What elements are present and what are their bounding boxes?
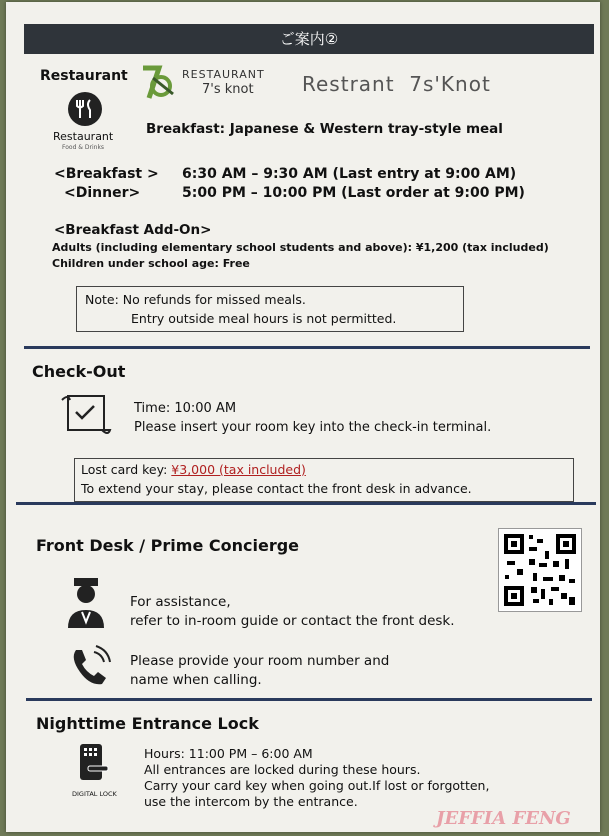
assist-line1: For assistance, [130,594,231,610]
note-line1: Note: No refunds for missed meals. [85,292,306,307]
assist-line2: refer to in-room guide or contact the front desk. [130,613,455,629]
night-line4: use the intercom by the entrance. [144,794,358,809]
call-line2: name when calling. [130,672,262,688]
document-check-icon [58,392,112,438]
divider-nighttime [26,698,592,701]
dinner-label: <Dinner> [64,185,141,201]
digital-lock-label: DIGITAL LOCK [72,790,117,798]
logo-line1: RESTAURANT [182,68,265,81]
night-line3: Carry your card key when going out.If lost or forgotten, [144,778,490,793]
header-bar [24,24,594,54]
breakfast-description: Breakfast: Japanese & Western tray-style meal [146,121,503,137]
note-line2: Entry outside meal hours is not permitted. [131,311,397,326]
restaurant-icon-label: Restaurant [53,130,114,143]
restaurant-icon-sublabel: Food & Drinks [62,144,105,151]
nighttime-title: Nighttime Entrance Lock [36,714,259,733]
checkout-title: Check-Out [32,362,126,381]
addon-children: Children under school age: Free [52,257,250,270]
watermark: JEFFIA FENG [436,808,571,829]
restaurant-logo-icon [139,64,179,102]
addon-title: <Breakfast Add-On> [54,222,212,238]
divider-checkout [24,346,590,349]
qr-code[interactable] [498,528,582,612]
meal-note-box [76,286,464,332]
call-line1: Please provide your room number and [130,653,390,669]
checkout-time: Time: 10:00 AM [134,401,237,416]
concierge-icon [64,576,108,632]
header-title: ご案内② [279,30,339,48]
lost-card-fee: ¥3,000 (tax included) [171,462,306,477]
digital-lock-icon [78,742,110,784]
guide-sheet [6,2,600,832]
breakfast-time: 6:30 AM – 9:30 AM (Last entry at 9:00 AM) [182,166,517,182]
breakfast-label: <Breakfast > [54,166,159,182]
checkout-instruction: Please insert your room key into the check-in terminal. [134,420,492,435]
lost-card-label: Lost card key: [81,462,172,477]
frontdesk-title: Front Desk / Prime Concierge [36,536,300,555]
logo-line2: 7's knot [202,82,254,97]
extend-stay-note: To extend your stay, please contact the front desk in advance. [81,481,472,496]
cutlery-icon [68,92,102,126]
lost-card-box [74,458,574,502]
divider-frontdesk [16,502,596,505]
night-hours: Hours: 11:00 PM – 6:00 AM [144,746,313,761]
dinner-time: 5:00 PM – 10:00 PM (Last order at 9:00 PM) [182,185,525,201]
night-line2: All entrances are locked during these hours. [144,762,421,777]
addon-adults: Adults (including elementary school students and above): ¥1,200 (tax included) [52,241,549,254]
logo-big-text: Restrant 7s'Knot [302,72,491,96]
restaurant-title: Restaurant [40,68,128,84]
phone-icon [68,644,114,688]
